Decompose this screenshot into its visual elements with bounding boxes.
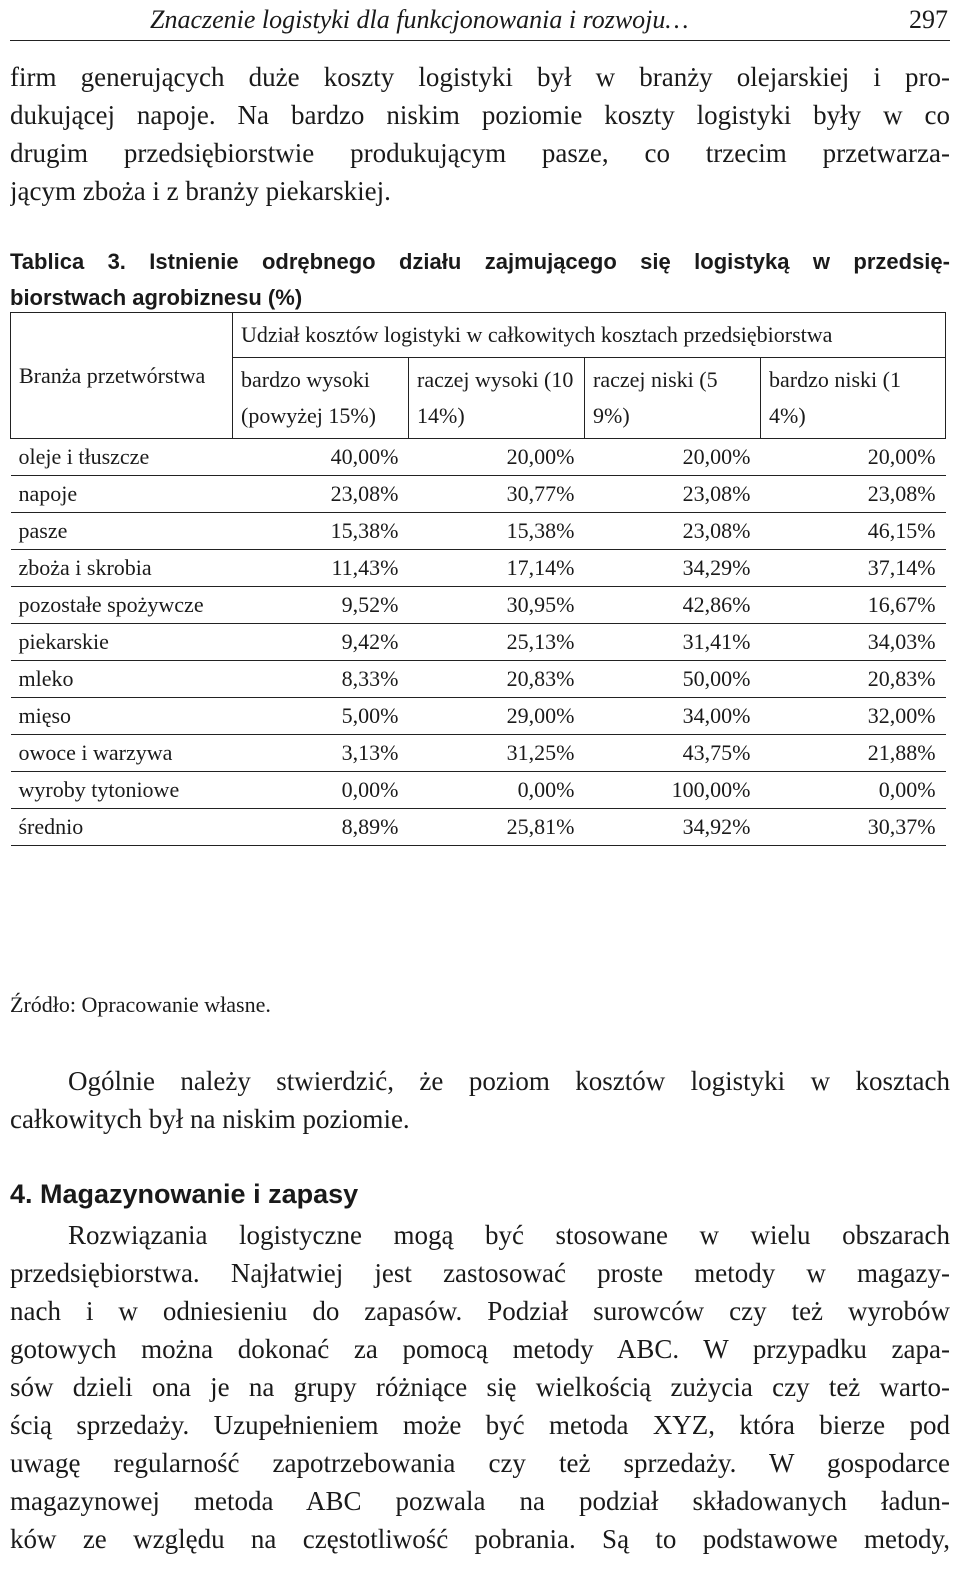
text-line: dukującej napoje. Na bardzo niskim poziomie koszty logistyki były w co <box>10 100 950 130</box>
section-paragraph <box>10 1216 950 1558</box>
table-cell: 20,00% <box>585 439 761 476</box>
group-header: Udział kosztów logistyki w całkowitych kosztach przedsiębiorstwa <box>233 313 946 358</box>
table-cell: 23,08% <box>585 513 761 550</box>
corner-header: Branża przetwórstwa <box>11 313 233 439</box>
table-row <box>11 661 946 698</box>
text-line: Ogólnie należy stwierdzić, że poziom kosztów logistyki w kosztach <box>68 1066 950 1096</box>
row-label: owoce i warzywa <box>11 735 233 772</box>
table-cell: 30,37% <box>761 809 946 846</box>
table-cell: 9,42% <box>233 624 409 661</box>
table-cell: 15,38% <box>409 513 585 550</box>
table-row <box>11 809 946 846</box>
table-cell: 46,15% <box>761 513 946 550</box>
table-cell: 5,00% <box>233 698 409 735</box>
table-cell: 34,03% <box>761 624 946 661</box>
table-cell: 20,00% <box>761 439 946 476</box>
section-heading: 4. Magazynowanie i zapasy <box>10 1179 359 1209</box>
table-cell: 8,89% <box>233 809 409 846</box>
caption-line: biorstwach agrobiznesu (%) <box>10 285 303 310</box>
table-cell: 37,14% <box>761 550 946 587</box>
column-header: bardzo wysoki (powyżej 15%) <box>233 358 409 439</box>
running-header <box>10 4 950 41</box>
table-cell: 30,77% <box>409 476 585 513</box>
text-line: magazynowej metoda ABC pozwala na podział składowanych ładun- <box>10 1486 950 1516</box>
intro-paragraph <box>10 58 950 210</box>
table-cell: 30,95% <box>409 587 585 624</box>
page-number: 297 <box>909 5 948 34</box>
table-cell: 8,33% <box>233 661 409 698</box>
row-label: napoje <box>11 476 233 513</box>
logistics-cost-table <box>10 312 946 846</box>
table-cell: 40,00% <box>233 439 409 476</box>
table-cell: 3,13% <box>233 735 409 772</box>
row-label: pasze <box>11 513 233 550</box>
table-source: Źródło: Opracowanie własne. <box>10 992 271 1017</box>
table-cell: 23,08% <box>761 476 946 513</box>
table-row <box>11 772 946 809</box>
caption-line: Tablica 3. Istnienie odrębnego działu zajmującego się logistyką w przedsię- <box>10 249 950 274</box>
table-cell: 17,14% <box>409 550 585 587</box>
row-label: mięso <box>11 698 233 735</box>
table-cell: 20,83% <box>409 661 585 698</box>
table-cell: 34,00% <box>585 698 761 735</box>
table-cell: 29,00% <box>409 698 585 735</box>
table-cell: 15,38% <box>233 513 409 550</box>
text-line: drugim przedsiębiorstwie produkującym pasze, co trzecim przetwarza- <box>10 138 950 168</box>
text-line: gotowych można dokonać za pomocą metody ABC. W przypadku zapa- <box>10 1334 950 1364</box>
table-cell: 42,86% <box>585 587 761 624</box>
text-line: ścią sprzedaży. Uzupełnieniem może być metoda XYZ, która bierze pod <box>10 1410 950 1440</box>
table-row <box>11 550 946 587</box>
table-cell: 34,29% <box>585 550 761 587</box>
text-line: całkowitych był na niskim poziomie. <box>10 1104 410 1134</box>
table-cell: 32,00% <box>761 698 946 735</box>
table-caption <box>10 244 950 316</box>
text-line: nach i w odniesieniu do zapasów. Podział surowców czy też wyrobów <box>10 1296 950 1326</box>
table-cell: 34,92% <box>585 809 761 846</box>
table-cell: 9,52% <box>233 587 409 624</box>
row-label: mleko <box>11 661 233 698</box>
table-row <box>11 476 946 513</box>
row-label: piekarskie <box>11 624 233 661</box>
row-label: zboża i skrobia <box>11 550 233 587</box>
table-cell: 31,41% <box>585 624 761 661</box>
row-label: oleje i tłuszcze <box>11 439 233 476</box>
column-header: raczej niski (5 9%) <box>585 358 761 439</box>
table-cell: 16,67% <box>761 587 946 624</box>
table-cell: 31,25% <box>409 735 585 772</box>
table-row <box>11 735 946 772</box>
row-label: pozostałe spożywcze <box>11 587 233 624</box>
text-line: jącym zboża i z branży piekarskiej. <box>10 176 391 206</box>
table-cell: 0,00% <box>761 772 946 809</box>
table-row <box>11 513 946 550</box>
table-row <box>11 439 946 476</box>
table-cell: 0,00% <box>409 772 585 809</box>
table-cell: 21,88% <box>761 735 946 772</box>
column-header: bardzo niski (1 4%) <box>761 358 946 439</box>
table-cell: 20,00% <box>409 439 585 476</box>
text-line: Rozwiązania logistyczne mogą być stosowane w wielu obszarach <box>68 1220 950 1250</box>
table-cell: 0,00% <box>233 772 409 809</box>
row-label: wyroby tytoniowe <box>11 772 233 809</box>
table-cell: 11,43% <box>233 550 409 587</box>
text-line: firm generujących duże koszty logistyki był w branży olejarskiej i pro- <box>10 62 950 92</box>
table-cell: 100,00% <box>585 772 761 809</box>
text-line: sów dzieli ona je na grupy różniące się wielkością zużycia czy też warto- <box>10 1372 950 1402</box>
table-row <box>11 698 946 735</box>
text-line: przedsiębiorstwa. Najłatwiej jest zastosować proste metody w magazy- <box>10 1258 950 1288</box>
row-label: średnio <box>11 809 233 846</box>
table-row <box>11 624 946 661</box>
table-row <box>11 587 946 624</box>
table-cell: 25,81% <box>409 809 585 846</box>
column-header: raczej wysoki (10 14%) <box>409 358 585 439</box>
text-line: ków ze względu na częstotliwość pobrania. Są to podstawowe metody, <box>10 1524 950 1554</box>
text-line: uwagę regularność zapotrzebowania czy też sprzedaży. W gospodarce <box>10 1448 950 1478</box>
table-cell: 43,75% <box>585 735 761 772</box>
conclusion-paragraph <box>10 1062 950 1138</box>
table-cell: 23,08% <box>585 476 761 513</box>
table-cell: 20,83% <box>761 661 946 698</box>
table-cell: 25,13% <box>409 624 585 661</box>
running-title: Znaczenie logistyki dla funkcjonowania i rozwoju… <box>150 5 689 34</box>
table-cell: 23,08% <box>233 476 409 513</box>
table-cell: 50,00% <box>585 661 761 698</box>
